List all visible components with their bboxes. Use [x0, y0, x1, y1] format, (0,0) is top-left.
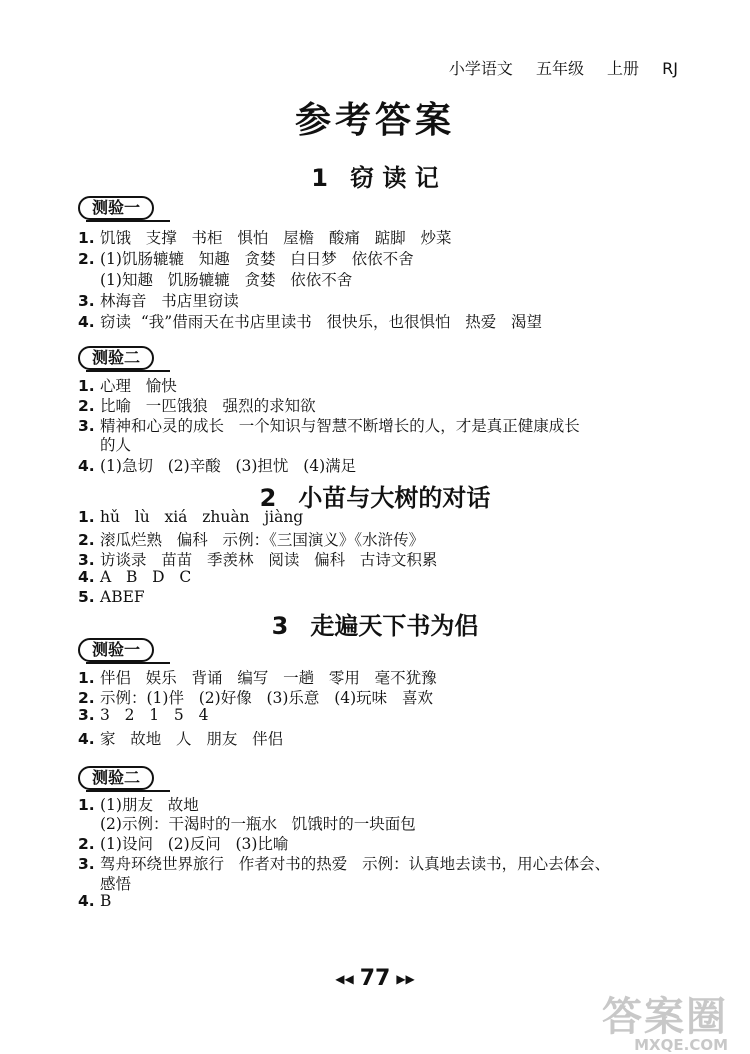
answer-line: 2. (1)设问 (2)反问 (3)比喻 [78, 835, 289, 853]
header-volume: 上册 [607, 59, 640, 78]
test-tag: 测验二 [78, 346, 154, 370]
answer-line: 4. B [78, 892, 112, 910]
answer-line: 4. 家 故地 人 朋友 伴侣 [78, 730, 284, 748]
page-number: 77 [359, 966, 391, 991]
answer-line: 感悟 [100, 875, 132, 893]
test-tag: 测验一 [78, 196, 154, 220]
watermark-url: MXQE.COM [634, 1036, 728, 1054]
answer-line: 4. A B D C [78, 568, 192, 586]
answer-line: 2. 示例：(1)伴 (2)好像 (3)乐意 (4)玩味 喜欢 [78, 689, 433, 707]
answer-line: 1. hǔ lù xiá zhuàn jiàng [78, 508, 304, 526]
lesson-number: 3 [271, 612, 289, 640]
answer-line: 4. 窃读 “我”借雨天在书店里读书 很快乐，也很惧怕 热爱 渴望 [78, 313, 543, 331]
prev-arrows-icon: ◀◀ [335, 972, 354, 986]
answer-line: 1. 心理 愉快 [78, 377, 177, 395]
lesson-1-heading [0, 158, 750, 193]
answer-line: 的人 [100, 436, 132, 454]
answer-line: 1. 饥饿 支撑 书柜 惧怕 屋檐 酸痛 踮脚 炒菜 [78, 229, 452, 247]
header-edition: RJ [662, 59, 678, 78]
watermark-logo: 答案圈 [602, 994, 728, 1040]
watermark [602, 985, 728, 1054]
answer-line: 1. 伴侣 娱乐 背诵 编写 一趟 零用 毫不犹豫 [78, 669, 437, 687]
answer-line: 3. 访谈录 苗苗 季羡林 阅读 偏科 古诗文积累 [78, 551, 438, 569]
lesson-3-heading [0, 606, 750, 641]
test-tag: 测验二 [78, 766, 154, 790]
answer-line: (2)示例：干渴时的一瓶水 饥饿时的一块面包 [100, 815, 416, 833]
lesson-number: 2 [259, 484, 277, 512]
answer-line: 2. 比喻 一匹饿狼 强烈的求知欲 [78, 397, 316, 415]
header-grade: 五年级 [535, 59, 584, 78]
answer-line: 2. 滚瓜烂熟 偏科 示例：《三国演义》《水浒传》 [78, 531, 425, 549]
answer-line: 3. 驾舟环绕世界旅行 作者对书的热爱 示例：认真地去读书，用心去体会、 [78, 855, 611, 873]
running-header [431, 56, 678, 79]
lesson-number: 1 [311, 164, 328, 192]
answer-line: 1. (1)朋友 故地 [78, 796, 199, 814]
answer-line: 5. ABEF [78, 588, 145, 606]
header-subject: 小学语文 [448, 59, 513, 78]
page-title: 参考答案 [294, 100, 455, 141]
answer-line: 4. (1)急切 (2)辛酸 (3)担忧 (4)满足 [78, 457, 357, 475]
lesson-name: 走遍天下书为侣 [310, 612, 479, 640]
test-tag: 测验一 [78, 638, 154, 662]
answer-line: 3. 3 2 1 5 4 [78, 706, 209, 724]
next-arrows-icon: ▶▶ [396, 972, 415, 986]
answer-line: 3. 林海音 书店里窃读 [78, 292, 239, 310]
answer-line: 2. (1)饥肠辘辘 知趣 贪婪 白日梦 依依不舍 [78, 250, 414, 268]
answer-line: (1)知趣 饥肠辘辘 贪婪 依依不舍 [100, 271, 353, 289]
answer-line: 3. 精神和心灵的成长 一个知识与智慧不断增长的人，才是真正健康成长 [78, 417, 580, 435]
lesson-name: 小苗与大树的对话 [298, 484, 491, 512]
lesson-name: 窃 读 记 [349, 164, 439, 192]
